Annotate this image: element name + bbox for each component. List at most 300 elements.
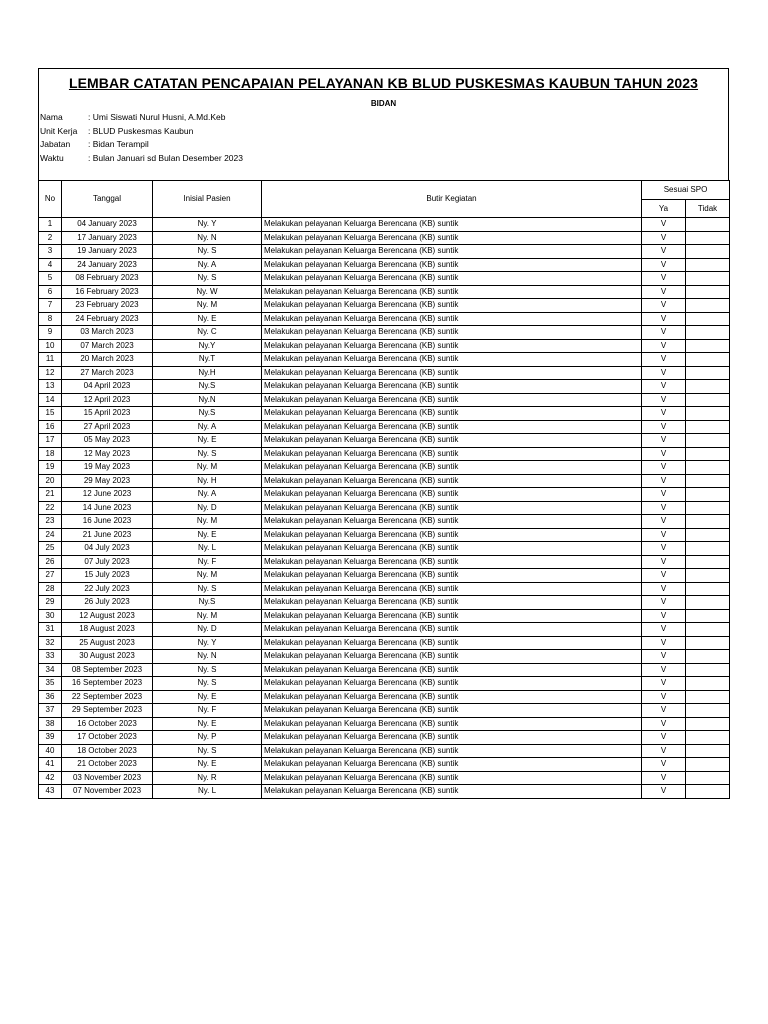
row-activity: Melakukan pelayanan Keluarga Berencana (KB) suntik bbox=[262, 542, 642, 556]
row-spo-tidak bbox=[686, 353, 730, 367]
row-spo-tidak bbox=[686, 663, 730, 677]
row-spo-tidak bbox=[686, 501, 730, 515]
row-patient: Ny. A bbox=[153, 420, 262, 434]
row-no: 18 bbox=[39, 447, 62, 461]
row-no: 13 bbox=[39, 380, 62, 394]
row-spo-ya: V bbox=[642, 258, 686, 272]
table-row bbox=[39, 218, 730, 232]
meta-label: Nama bbox=[40, 112, 63, 122]
row-spo-tidak bbox=[686, 474, 730, 488]
row-patient: Ny. D bbox=[153, 623, 262, 637]
table-row bbox=[39, 461, 730, 475]
row-patient: Ny. N bbox=[153, 650, 262, 664]
row-spo-tidak bbox=[686, 312, 730, 326]
row-date: 08 September 2023 bbox=[62, 663, 153, 677]
row-activity: Melakukan pelayanan Keluarga Berencana (KB) suntik bbox=[262, 717, 642, 731]
table-row bbox=[39, 636, 730, 650]
row-no: 41 bbox=[39, 758, 62, 772]
row-spo-ya: V bbox=[642, 555, 686, 569]
row-activity: Melakukan pelayanan Keluarga Berencana (KB) suntik bbox=[262, 555, 642, 569]
row-activity: Melakukan pelayanan Keluarga Berencana (KB) suntik bbox=[262, 569, 642, 583]
row-date: 22 July 2023 bbox=[62, 582, 153, 596]
row-date: 07 November 2023 bbox=[62, 785, 153, 799]
row-spo-ya: V bbox=[642, 501, 686, 515]
row-spo-tidak bbox=[686, 326, 730, 340]
row-date: 04 April 2023 bbox=[62, 380, 153, 394]
table-row bbox=[39, 447, 730, 461]
row-spo-tidak bbox=[686, 488, 730, 502]
row-patient: Ny. S bbox=[153, 582, 262, 596]
row-date: 22 September 2023 bbox=[62, 690, 153, 704]
row-activity: Melakukan pelayanan Keluarga Berencana (KB) suntik bbox=[262, 596, 642, 610]
row-activity: Melakukan pelayanan Keluarga Berencana (KB) suntik bbox=[262, 447, 642, 461]
row-date: 17 January 2023 bbox=[62, 231, 153, 245]
row-no: 9 bbox=[39, 326, 62, 340]
table-row bbox=[39, 366, 730, 380]
row-activity: Melakukan pelayanan Keluarga Berencana (KB) suntik bbox=[262, 326, 642, 340]
table-row bbox=[39, 393, 730, 407]
table-row bbox=[39, 785, 730, 799]
row-patient: Ny. E bbox=[153, 312, 262, 326]
row-patient: Ny. F bbox=[153, 555, 262, 569]
row-no: 2 bbox=[39, 231, 62, 245]
table-row bbox=[39, 744, 730, 758]
table-row bbox=[39, 650, 730, 664]
row-spo-ya: V bbox=[642, 690, 686, 704]
row-spo-ya: V bbox=[642, 731, 686, 745]
row-date: 23 February 2023 bbox=[62, 299, 153, 313]
row-no: 27 bbox=[39, 569, 62, 583]
row-activity: Melakukan pelayanan Keluarga Berencana (KB) suntik bbox=[262, 461, 642, 475]
table-row bbox=[39, 299, 730, 313]
row-spo-tidak bbox=[686, 690, 730, 704]
row-spo-ya: V bbox=[642, 542, 686, 556]
row-activity: Melakukan pelayanan Keluarga Berencana (KB) suntik bbox=[262, 636, 642, 650]
row-spo-tidak bbox=[686, 393, 730, 407]
row-activity: Melakukan pelayanan Keluarga Berencana (KB) suntik bbox=[262, 393, 642, 407]
row-spo-tidak bbox=[686, 623, 730, 637]
row-spo-ya: V bbox=[642, 339, 686, 353]
row-patient: Ny. F bbox=[153, 704, 262, 718]
row-no: 38 bbox=[39, 717, 62, 731]
row-spo-ya: V bbox=[642, 650, 686, 664]
row-spo-ya: V bbox=[642, 231, 686, 245]
row-patient: Ny. S bbox=[153, 744, 262, 758]
row-no: 12 bbox=[39, 366, 62, 380]
row-patient: Ny. S bbox=[153, 447, 262, 461]
document-header-frame bbox=[38, 68, 729, 180]
table-row bbox=[39, 380, 730, 394]
row-spo-ya: V bbox=[642, 447, 686, 461]
row-spo-ya: V bbox=[642, 596, 686, 610]
row-spo-tidak bbox=[686, 231, 730, 245]
table-row bbox=[39, 771, 730, 785]
row-activity: Melakukan pelayanan Keluarga Berencana (KB) suntik bbox=[262, 623, 642, 637]
row-spo-ya: V bbox=[642, 407, 686, 421]
row-no: 28 bbox=[39, 582, 62, 596]
row-patient: Ny. L bbox=[153, 542, 262, 556]
header-tanggal: Tanggal bbox=[62, 181, 153, 218]
meta-row-unit-kerja bbox=[40, 125, 243, 139]
table-row bbox=[39, 623, 730, 637]
row-spo-ya: V bbox=[642, 677, 686, 691]
row-date: 03 March 2023 bbox=[62, 326, 153, 340]
row-patient: Ny. M bbox=[153, 461, 262, 475]
row-date: 21 October 2023 bbox=[62, 758, 153, 772]
row-date: 19 January 2023 bbox=[62, 245, 153, 259]
row-patient: Ny. S bbox=[153, 245, 262, 259]
row-date: 08 February 2023 bbox=[62, 272, 153, 286]
row-patient: Ny. M bbox=[153, 569, 262, 583]
table-row bbox=[39, 731, 730, 745]
table-row bbox=[39, 501, 730, 515]
table-row bbox=[39, 717, 730, 731]
row-spo-tidak bbox=[686, 542, 730, 556]
meta-row-jabatan bbox=[40, 138, 243, 152]
row-spo-tidak bbox=[686, 245, 730, 259]
row-date: 20 March 2023 bbox=[62, 353, 153, 367]
row-spo-ya: V bbox=[642, 366, 686, 380]
row-spo-tidak bbox=[686, 717, 730, 731]
row-no: 5 bbox=[39, 272, 62, 286]
row-spo-tidak bbox=[686, 582, 730, 596]
header-ya: Ya bbox=[642, 200, 686, 218]
table-row bbox=[39, 528, 730, 542]
row-spo-tidak bbox=[686, 515, 730, 529]
table-row bbox=[39, 258, 730, 272]
row-no: 15 bbox=[39, 407, 62, 421]
row-date: 04 January 2023 bbox=[62, 218, 153, 232]
row-spo-tidak bbox=[686, 596, 730, 610]
table-row bbox=[39, 569, 730, 583]
row-activity: Melakukan pelayanan Keluarga Berencana (KB) suntik bbox=[262, 731, 642, 745]
row-spo-ya: V bbox=[642, 420, 686, 434]
row-activity: Melakukan pelayanan Keluarga Berencana (KB) suntik bbox=[262, 528, 642, 542]
row-spo-tidak bbox=[686, 528, 730, 542]
table-row bbox=[39, 285, 730, 299]
row-spo-tidak bbox=[686, 299, 730, 313]
row-patient: Ny. S bbox=[153, 677, 262, 691]
row-spo-tidak bbox=[686, 380, 730, 394]
table-row bbox=[39, 407, 730, 421]
service-log-table bbox=[38, 180, 730, 799]
table-row bbox=[39, 663, 730, 677]
row-activity: Melakukan pelayanan Keluarga Berencana (KB) suntik bbox=[262, 407, 642, 421]
row-patient: Ny. M bbox=[153, 515, 262, 529]
row-patient: Ny. R bbox=[153, 771, 262, 785]
row-spo-ya: V bbox=[642, 704, 686, 718]
row-patient: Ny. E bbox=[153, 717, 262, 731]
table-row bbox=[39, 515, 730, 529]
row-activity: Melakukan pelayanan Keluarga Berencana (KB) suntik bbox=[262, 285, 642, 299]
row-spo-tidak bbox=[686, 339, 730, 353]
row-activity: Melakukan pelayanan Keluarga Berencana (KB) suntik bbox=[262, 231, 642, 245]
meta-value: : Bidan Terampil bbox=[88, 139, 149, 149]
header-no: No bbox=[39, 181, 62, 218]
table-row bbox=[39, 542, 730, 556]
row-activity: Melakukan pelayanan Keluarga Berencana (KB) suntik bbox=[262, 218, 642, 232]
row-date: 18 August 2023 bbox=[62, 623, 153, 637]
row-date: 12 June 2023 bbox=[62, 488, 153, 502]
row-date: 12 April 2023 bbox=[62, 393, 153, 407]
row-date: 16 September 2023 bbox=[62, 677, 153, 691]
row-spo-tidak bbox=[686, 272, 730, 286]
row-no: 23 bbox=[39, 515, 62, 529]
row-activity: Melakukan pelayanan Keluarga Berencana (KB) suntik bbox=[262, 758, 642, 772]
row-spo-ya: V bbox=[642, 623, 686, 637]
row-date: 05 May 2023 bbox=[62, 434, 153, 448]
table-row bbox=[39, 474, 730, 488]
row-no: 37 bbox=[39, 704, 62, 718]
row-spo-tidak bbox=[686, 407, 730, 421]
row-spo-ya: V bbox=[642, 758, 686, 772]
row-spo-ya: V bbox=[642, 272, 686, 286]
row-spo-tidak bbox=[686, 731, 730, 745]
row-date: 21 June 2023 bbox=[62, 528, 153, 542]
row-date: 25 August 2023 bbox=[62, 636, 153, 650]
row-spo-ya: V bbox=[642, 717, 686, 731]
table-row bbox=[39, 312, 730, 326]
row-spo-ya: V bbox=[642, 771, 686, 785]
row-patient: Ny.S bbox=[153, 596, 262, 610]
row-spo-ya: V bbox=[642, 474, 686, 488]
row-date: 15 July 2023 bbox=[62, 569, 153, 583]
row-spo-ya: V bbox=[642, 569, 686, 583]
table-row bbox=[39, 272, 730, 286]
row-spo-ya: V bbox=[642, 528, 686, 542]
row-no: 40 bbox=[39, 744, 62, 758]
table-row bbox=[39, 690, 730, 704]
row-patient: Ny. H bbox=[153, 474, 262, 488]
row-no: 1 bbox=[39, 218, 62, 232]
row-activity: Melakukan pelayanan Keluarga Berencana (KB) suntik bbox=[262, 650, 642, 664]
table-row bbox=[39, 339, 730, 353]
row-no: 17 bbox=[39, 434, 62, 448]
table-row bbox=[39, 677, 730, 691]
table-body bbox=[39, 218, 730, 799]
row-activity: Melakukan pelayanan Keluarga Berencana (KB) suntik bbox=[262, 677, 642, 691]
row-date: 03 November 2023 bbox=[62, 771, 153, 785]
table-row bbox=[39, 609, 730, 623]
row-activity: Melakukan pelayanan Keluarga Berencana (KB) suntik bbox=[262, 474, 642, 488]
row-spo-ya: V bbox=[642, 515, 686, 529]
row-patient: Ny. A bbox=[153, 258, 262, 272]
row-patient: Ny. E bbox=[153, 758, 262, 772]
row-activity: Melakukan pelayanan Keluarga Berencana (KB) suntik bbox=[262, 771, 642, 785]
row-patient: Ny. L bbox=[153, 785, 262, 799]
row-spo-tidak bbox=[686, 285, 730, 299]
row-activity: Melakukan pelayanan Keluarga Berencana (KB) suntik bbox=[262, 245, 642, 259]
row-activity: Melakukan pelayanan Keluarga Berencana (KB) suntik bbox=[262, 744, 642, 758]
row-no: 7 bbox=[39, 299, 62, 313]
row-date: 19 May 2023 bbox=[62, 461, 153, 475]
header-inisial-pasien: Inisial Pasien bbox=[153, 181, 262, 218]
row-spo-ya: V bbox=[642, 380, 686, 394]
row-no: 3 bbox=[39, 245, 62, 259]
row-date: 24 February 2023 bbox=[62, 312, 153, 326]
row-spo-ya: V bbox=[642, 353, 686, 367]
row-activity: Melakukan pelayanan Keluarga Berencana (KB) suntik bbox=[262, 434, 642, 448]
row-date: 18 October 2023 bbox=[62, 744, 153, 758]
row-spo-tidak bbox=[686, 771, 730, 785]
table-row bbox=[39, 420, 730, 434]
row-activity: Melakukan pelayanan Keluarga Berencana (KB) suntik bbox=[262, 380, 642, 394]
table-row bbox=[39, 488, 730, 502]
row-spo-tidak bbox=[686, 258, 730, 272]
row-spo-tidak bbox=[686, 461, 730, 475]
row-spo-tidak bbox=[686, 785, 730, 799]
row-date: 27 March 2023 bbox=[62, 366, 153, 380]
row-activity: Melakukan pelayanan Keluarga Berencana (KB) suntik bbox=[262, 515, 642, 529]
row-spo-tidak bbox=[686, 609, 730, 623]
row-date: 26 July 2023 bbox=[62, 596, 153, 610]
meta-value: : Umi Siswati Nurul Husni, A.Md.Keb bbox=[88, 112, 226, 122]
row-date: 29 May 2023 bbox=[62, 474, 153, 488]
row-activity: Melakukan pelayanan Keluarga Berencana (KB) suntik bbox=[262, 299, 642, 313]
meta-label: Jabatan bbox=[40, 139, 71, 149]
row-spo-tidak bbox=[686, 704, 730, 718]
row-no: 16 bbox=[39, 420, 62, 434]
row-no: 21 bbox=[39, 488, 62, 502]
header-tidak: Tidak bbox=[686, 200, 730, 218]
table-row bbox=[39, 353, 730, 367]
row-spo-ya: V bbox=[642, 609, 686, 623]
row-no: 43 bbox=[39, 785, 62, 799]
table-row bbox=[39, 758, 730, 772]
row-patient: Ny. A bbox=[153, 488, 262, 502]
row-activity: Melakukan pelayanan Keluarga Berencana (KB) suntik bbox=[262, 501, 642, 515]
document-subtitle: BIDAN bbox=[370, 99, 397, 108]
table-row bbox=[39, 582, 730, 596]
row-patient: Ny. S bbox=[153, 272, 262, 286]
row-spo-ya: V bbox=[642, 312, 686, 326]
row-spo-ya: V bbox=[642, 663, 686, 677]
row-patient: Ny. S bbox=[153, 663, 262, 677]
table-row bbox=[39, 231, 730, 245]
row-spo-ya: V bbox=[642, 285, 686, 299]
row-activity: Melakukan pelayanan Keluarga Berencana (KB) suntik bbox=[262, 663, 642, 677]
row-activity: Melakukan pelayanan Keluarga Berencana (KB) suntik bbox=[262, 339, 642, 353]
row-date: 27 April 2023 bbox=[62, 420, 153, 434]
row-spo-ya: V bbox=[642, 393, 686, 407]
row-spo-tidak bbox=[686, 420, 730, 434]
row-spo-ya: V bbox=[642, 582, 686, 596]
row-date: 29 September 2023 bbox=[62, 704, 153, 718]
row-no: 25 bbox=[39, 542, 62, 556]
row-no: 39 bbox=[39, 731, 62, 745]
row-activity: Melakukan pelayanan Keluarga Berencana (KB) suntik bbox=[262, 785, 642, 799]
row-patient: Ny.S bbox=[153, 407, 262, 421]
row-no: 24 bbox=[39, 528, 62, 542]
row-no: 19 bbox=[39, 461, 62, 475]
row-activity: Melakukan pelayanan Keluarga Berencana (KB) suntik bbox=[262, 312, 642, 326]
row-no: 22 bbox=[39, 501, 62, 515]
meta-row-nama bbox=[40, 111, 243, 125]
table-row bbox=[39, 434, 730, 448]
row-spo-tidak bbox=[686, 434, 730, 448]
row-no: 20 bbox=[39, 474, 62, 488]
row-date: 15 April 2023 bbox=[62, 407, 153, 421]
row-spo-tidak bbox=[686, 758, 730, 772]
row-date: 14 June 2023 bbox=[62, 501, 153, 515]
row-spo-ya: V bbox=[642, 744, 686, 758]
row-no: 35 bbox=[39, 677, 62, 691]
row-patient: Ny.H bbox=[153, 366, 262, 380]
header-sesuai-spo: Sesuai SPO bbox=[642, 181, 730, 200]
row-activity: Melakukan pelayanan Keluarga Berencana (KB) suntik bbox=[262, 704, 642, 718]
meta-label: Unit Kerja bbox=[40, 125, 78, 136]
row-activity: Melakukan pelayanan Keluarga Berencana (KB) suntik bbox=[262, 366, 642, 380]
row-activity: Melakukan pelayanan Keluarga Berencana (KB) suntik bbox=[262, 488, 642, 502]
row-spo-tidak bbox=[686, 650, 730, 664]
row-no: 14 bbox=[39, 393, 62, 407]
row-activity: Melakukan pelayanan Keluarga Berencana (KB) suntik bbox=[262, 690, 642, 704]
row-patient: Ny. E bbox=[153, 434, 262, 448]
row-patient: Ny.T bbox=[153, 353, 262, 367]
row-no: 42 bbox=[39, 771, 62, 785]
row-spo-tidak bbox=[686, 366, 730, 380]
row-date: 16 June 2023 bbox=[62, 515, 153, 529]
row-patient: Ny. Y bbox=[153, 636, 262, 650]
row-date: 16 October 2023 bbox=[62, 717, 153, 731]
row-date: 12 May 2023 bbox=[62, 447, 153, 461]
row-no: 26 bbox=[39, 555, 62, 569]
document-title: LEMBAR CATATAN PENCAPAIAN PELAYANAN KB BLUD PUSKESMAS KAUBUN TAHUN 2023 bbox=[68, 75, 699, 91]
row-date: 07 March 2023 bbox=[62, 339, 153, 353]
row-date: 17 October 2023 bbox=[62, 731, 153, 745]
meta-label: Waktu bbox=[40, 152, 64, 163]
row-patient: Ny. N bbox=[153, 231, 262, 245]
row-patient: Ny. E bbox=[153, 690, 262, 704]
table-row bbox=[39, 326, 730, 340]
meta-value: : BLUD Puskesmas Kaubun bbox=[88, 125, 194, 136]
row-activity: Melakukan pelayanan Keluarga Berencana (KB) suntik bbox=[262, 609, 642, 623]
row-patient: Ny. M bbox=[153, 609, 262, 623]
row-patient: Ny. M bbox=[153, 299, 262, 313]
row-no: 10 bbox=[39, 339, 62, 353]
row-activity: Melakukan pelayanan Keluarga Berencana (KB) suntik bbox=[262, 582, 642, 596]
meta-value: : Bulan Januari sd Bulan Desember 2023 bbox=[88, 152, 243, 163]
table-row bbox=[39, 245, 730, 259]
row-date: 12 August 2023 bbox=[62, 609, 153, 623]
row-no: 6 bbox=[39, 285, 62, 299]
row-spo-tidak bbox=[686, 677, 730, 691]
row-activity: Melakukan pelayanan Keluarga Berencana (KB) suntik bbox=[262, 353, 642, 367]
header-butir-kegiatan: Butir Kegiatan bbox=[262, 181, 642, 218]
row-spo-ya: V bbox=[642, 326, 686, 340]
row-patient: Ny. W bbox=[153, 285, 262, 299]
row-date: 30 August 2023 bbox=[62, 650, 153, 664]
row-spo-tidak bbox=[686, 555, 730, 569]
row-no: 29 bbox=[39, 596, 62, 610]
row-patient: Ny. D bbox=[153, 501, 262, 515]
row-spo-ya: V bbox=[642, 434, 686, 448]
row-no: 11 bbox=[39, 353, 62, 367]
row-date: 07 July 2023 bbox=[62, 555, 153, 569]
row-no: 34 bbox=[39, 663, 62, 677]
row-no: 30 bbox=[39, 609, 62, 623]
row-no: 32 bbox=[39, 636, 62, 650]
row-no: 31 bbox=[39, 623, 62, 637]
row-no: 8 bbox=[39, 312, 62, 326]
table-row bbox=[39, 704, 730, 718]
row-date: 24 January 2023 bbox=[62, 258, 153, 272]
row-spo-ya: V bbox=[642, 245, 686, 259]
meta-row-waktu bbox=[40, 152, 243, 166]
row-patient: Ny.Y bbox=[153, 339, 262, 353]
row-no: 4 bbox=[39, 258, 62, 272]
table-row bbox=[39, 596, 730, 610]
